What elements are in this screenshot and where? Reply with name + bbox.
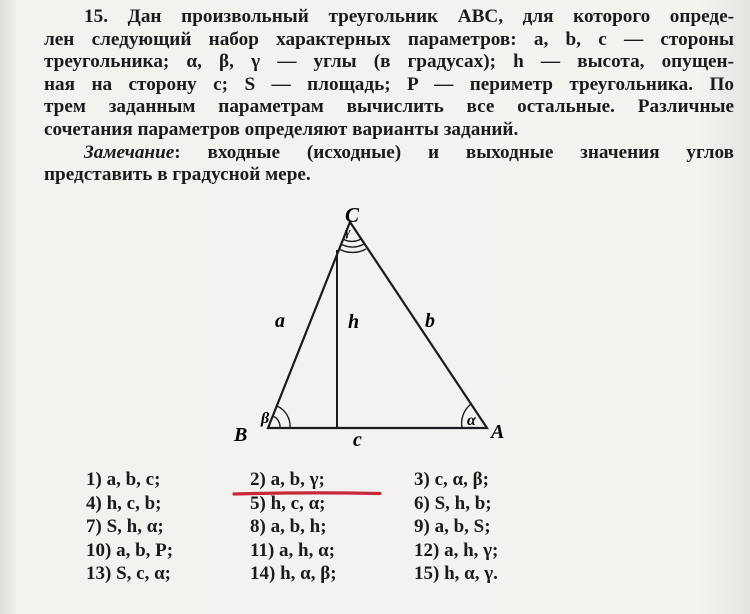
remark-line-1: : входные (исходные) и выходные значения углов xyxy=(174,141,734,163)
remark-line-2: представить в градусной мере. xyxy=(44,164,311,186)
variant-4: 4) h, c, b; xyxy=(86,492,162,514)
angle-arc-c-1 xyxy=(343,239,361,241)
side-c-label: c xyxy=(353,429,362,451)
variant-3: 3) c, α, β; xyxy=(414,469,489,490)
triangle-outline xyxy=(268,222,487,428)
red-underline-mark xyxy=(232,491,382,496)
variant-7: 7) S, h, α; xyxy=(86,516,164,537)
problem-line-4: ная на сторону c; S — площадь; P — периметр треугольника. По xyxy=(44,73,734,95)
variant-9: 9) a, b, S; xyxy=(414,516,491,537)
variants-row xyxy=(86,539,574,563)
angle-beta-label: β xyxy=(261,410,270,427)
variant-12: 12) a, h, γ; xyxy=(414,539,499,561)
angle-arc-b-outer xyxy=(277,406,290,428)
angle-arc-b-inner xyxy=(273,416,280,428)
side-a-label: a xyxy=(275,310,285,332)
problem-line-1: Дан произвольный треугольник ABC, для которого опреде- xyxy=(127,6,735,27)
angle-alpha-label: α xyxy=(467,412,476,429)
vertex-a-label: A xyxy=(491,421,505,443)
problem-line-2: лен следующий набор характерных параметров: a, b, c — стороны xyxy=(44,28,734,50)
side-b-label: b xyxy=(425,310,435,332)
variants-row xyxy=(86,515,574,539)
variants-row xyxy=(86,468,574,492)
variant-6: 6) S, h, b; xyxy=(414,492,492,514)
variant-1: 1) a, b, c; xyxy=(86,469,161,490)
variant-10: 10) a, b, P; xyxy=(86,539,174,561)
variant-15: 15) h, α, γ. xyxy=(414,563,498,584)
variants-row xyxy=(86,562,574,586)
problem-line-5: трем заданным параметрам вычислить все остальные. Различные xyxy=(44,96,734,118)
problem-number: 15. xyxy=(84,6,108,27)
variant-13: 13) S, c, α; xyxy=(86,563,172,584)
problem-line-6: сочетания параметров определяют варианты заданий. xyxy=(44,118,519,140)
angle-gamma-label: γ xyxy=(345,224,351,239)
problem-line-3: треугольника; α, β, γ — углы (в градусах); h — высота, опущен- xyxy=(44,51,734,73)
variant-5: 5) h, c, α; xyxy=(250,492,326,514)
variant-8: 8) a, b, h; xyxy=(250,516,327,537)
vertex-b-label: B xyxy=(234,424,248,446)
angle-arc-c-3 xyxy=(339,249,366,252)
remark-label: Замечание xyxy=(84,141,175,163)
height-label: h xyxy=(348,311,360,333)
variant-14: 14) h, α, β; xyxy=(250,563,337,584)
variant-2: 2) a, b, γ; xyxy=(250,469,325,490)
angle-arc-c-2 xyxy=(341,244,364,247)
variant-11: 11) a, h, α; xyxy=(250,539,336,561)
vertex-c-label: C xyxy=(345,203,360,227)
variants-table xyxy=(86,468,574,586)
red-underline-stroke xyxy=(234,493,380,494)
